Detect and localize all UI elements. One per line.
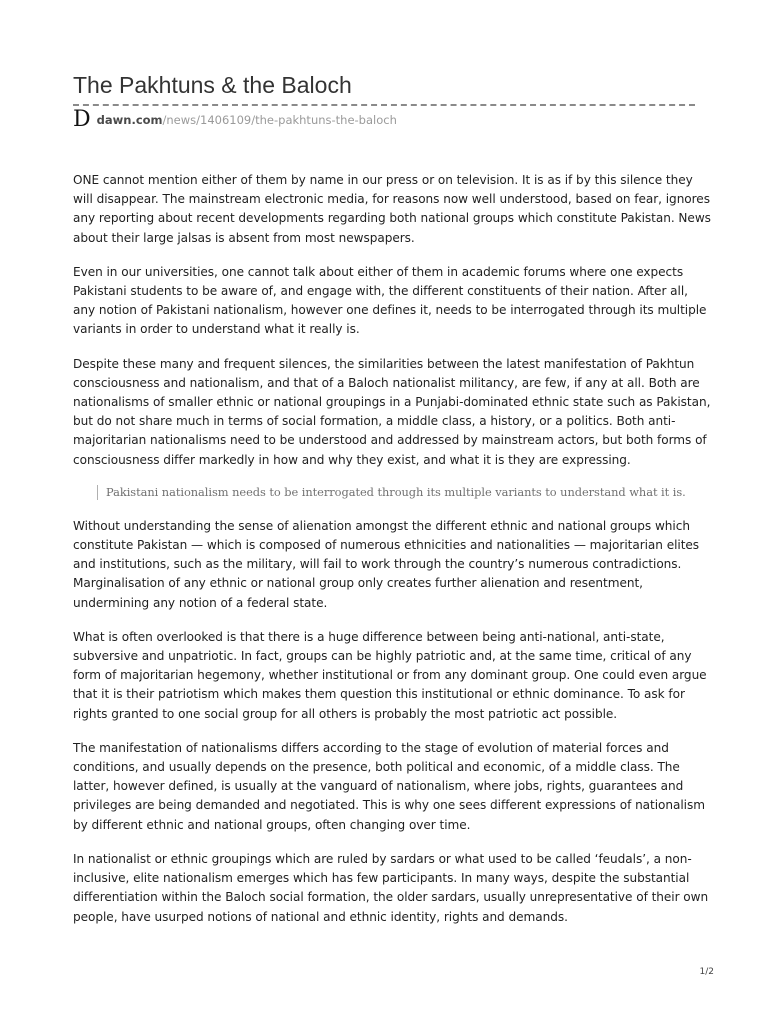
paragraph: ONE cannot mention either of them by name in our press or on television. It is as if by this silence they will disappear. The mainstream electronic media, for reasons now well understood, based on fear, ignores any reporting about recent developments regarding both national groups which constitute Pakistan. News about their large jalsas is absent from most newspapers. (73, 173, 711, 245)
paragraph: In nationalist or ethnic groupings which are ruled by sardars or what used to be called ‘feudals’, a non-inclusive, elite nationalism emerges which has few participants. In many ways, despite the substantial differentiation within the Baloch social formation, the older sardars, usually unrepresentative of their own people, have usurped notions of national and ethnic identity, rights and demands. (73, 851, 709, 924)
source-url-link[interactable] (97, 113, 397, 127)
source-path: /news/1406109/the-pakhtuns-the-baloch (162, 113, 397, 127)
pull-quote: Pakistani nationalism needs to be interrogated through its multiple variants to understand what it is. (97, 485, 713, 500)
article-body (73, 171, 713, 942)
paragraph: Despite these many and frequent silences, the similarities between the latest manifestation of Pakhtun consciousness and nationalism, and that of a Baloch nationalist militancy, are few, if any at all. Both are nationalisms of smaller ethnic or national groupings in a Punjabi-dominated ethnic state such as Pakistan, but do not share much in terms of social formation, a middle class, a history, or a politics. Both anti-majoritarian nationalisms need to be understood and addressed by mainstream actors, but both forms of consciousness differ markedly in how and why they exist, and what it is they are expressing. (73, 356, 711, 467)
paragraph: The manifestation of nationalisms differs according to the stage of evolution of material forces and conditions, and usually depends on the presence, both political and economic, of a middle class. The latter, however defined, is usually at the vanguard of nationalism, where jobs, rights, guarantees and privileges are being demanded and negotiated. This is why one sees different expressions of nationalism by different ethnic and national groups, often changing over time. (73, 740, 705, 832)
source-line (73, 109, 397, 131)
article-title: The Pakhtuns & the Baloch (73, 72, 352, 98)
paragraph: Without understanding the sense of alienation amongst the different ethnic and national groups which constitute Pakistan — which is composed of numerous ethnicities and nationalities — majoritarian elites and institutions, such as the military, will fail to work through the country’s numerous contradictions. Marginalisation of any ethnic or national group only creates further alienation and resentment, undermining any notion of a federal state. (73, 518, 700, 610)
paragraph: Even in our universities, one cannot talk about either of them in academic forums where one expects Pakistani students to be aware of, and engage with, the different constituents of their nation. After all, any notion of Pakistani nationalism, however one defines it, needs to be interrogated through its multiple variants in order to understand what it really is. (73, 264, 707, 337)
title-divider (73, 104, 695, 106)
source-host: dawn.com (96, 113, 163, 127)
dawn-logo-icon: D (73, 107, 91, 132)
page-indicator: 1/2 (699, 967, 714, 977)
paragraph: What is often overlooked is that there is a huge difference between being anti-national, anti-state, subversive and unpatriotic. In fact, groups can be highly patriotic and, at the same time, critical of any form of majoritarian hegemony, whether institutional or from any dominant group. One could even argue that it is their patriotism which makes them question this institutional or ethnic dominance. To ask for rights granted to one social group for all others is probably the most patriotic act possible. (73, 629, 707, 721)
